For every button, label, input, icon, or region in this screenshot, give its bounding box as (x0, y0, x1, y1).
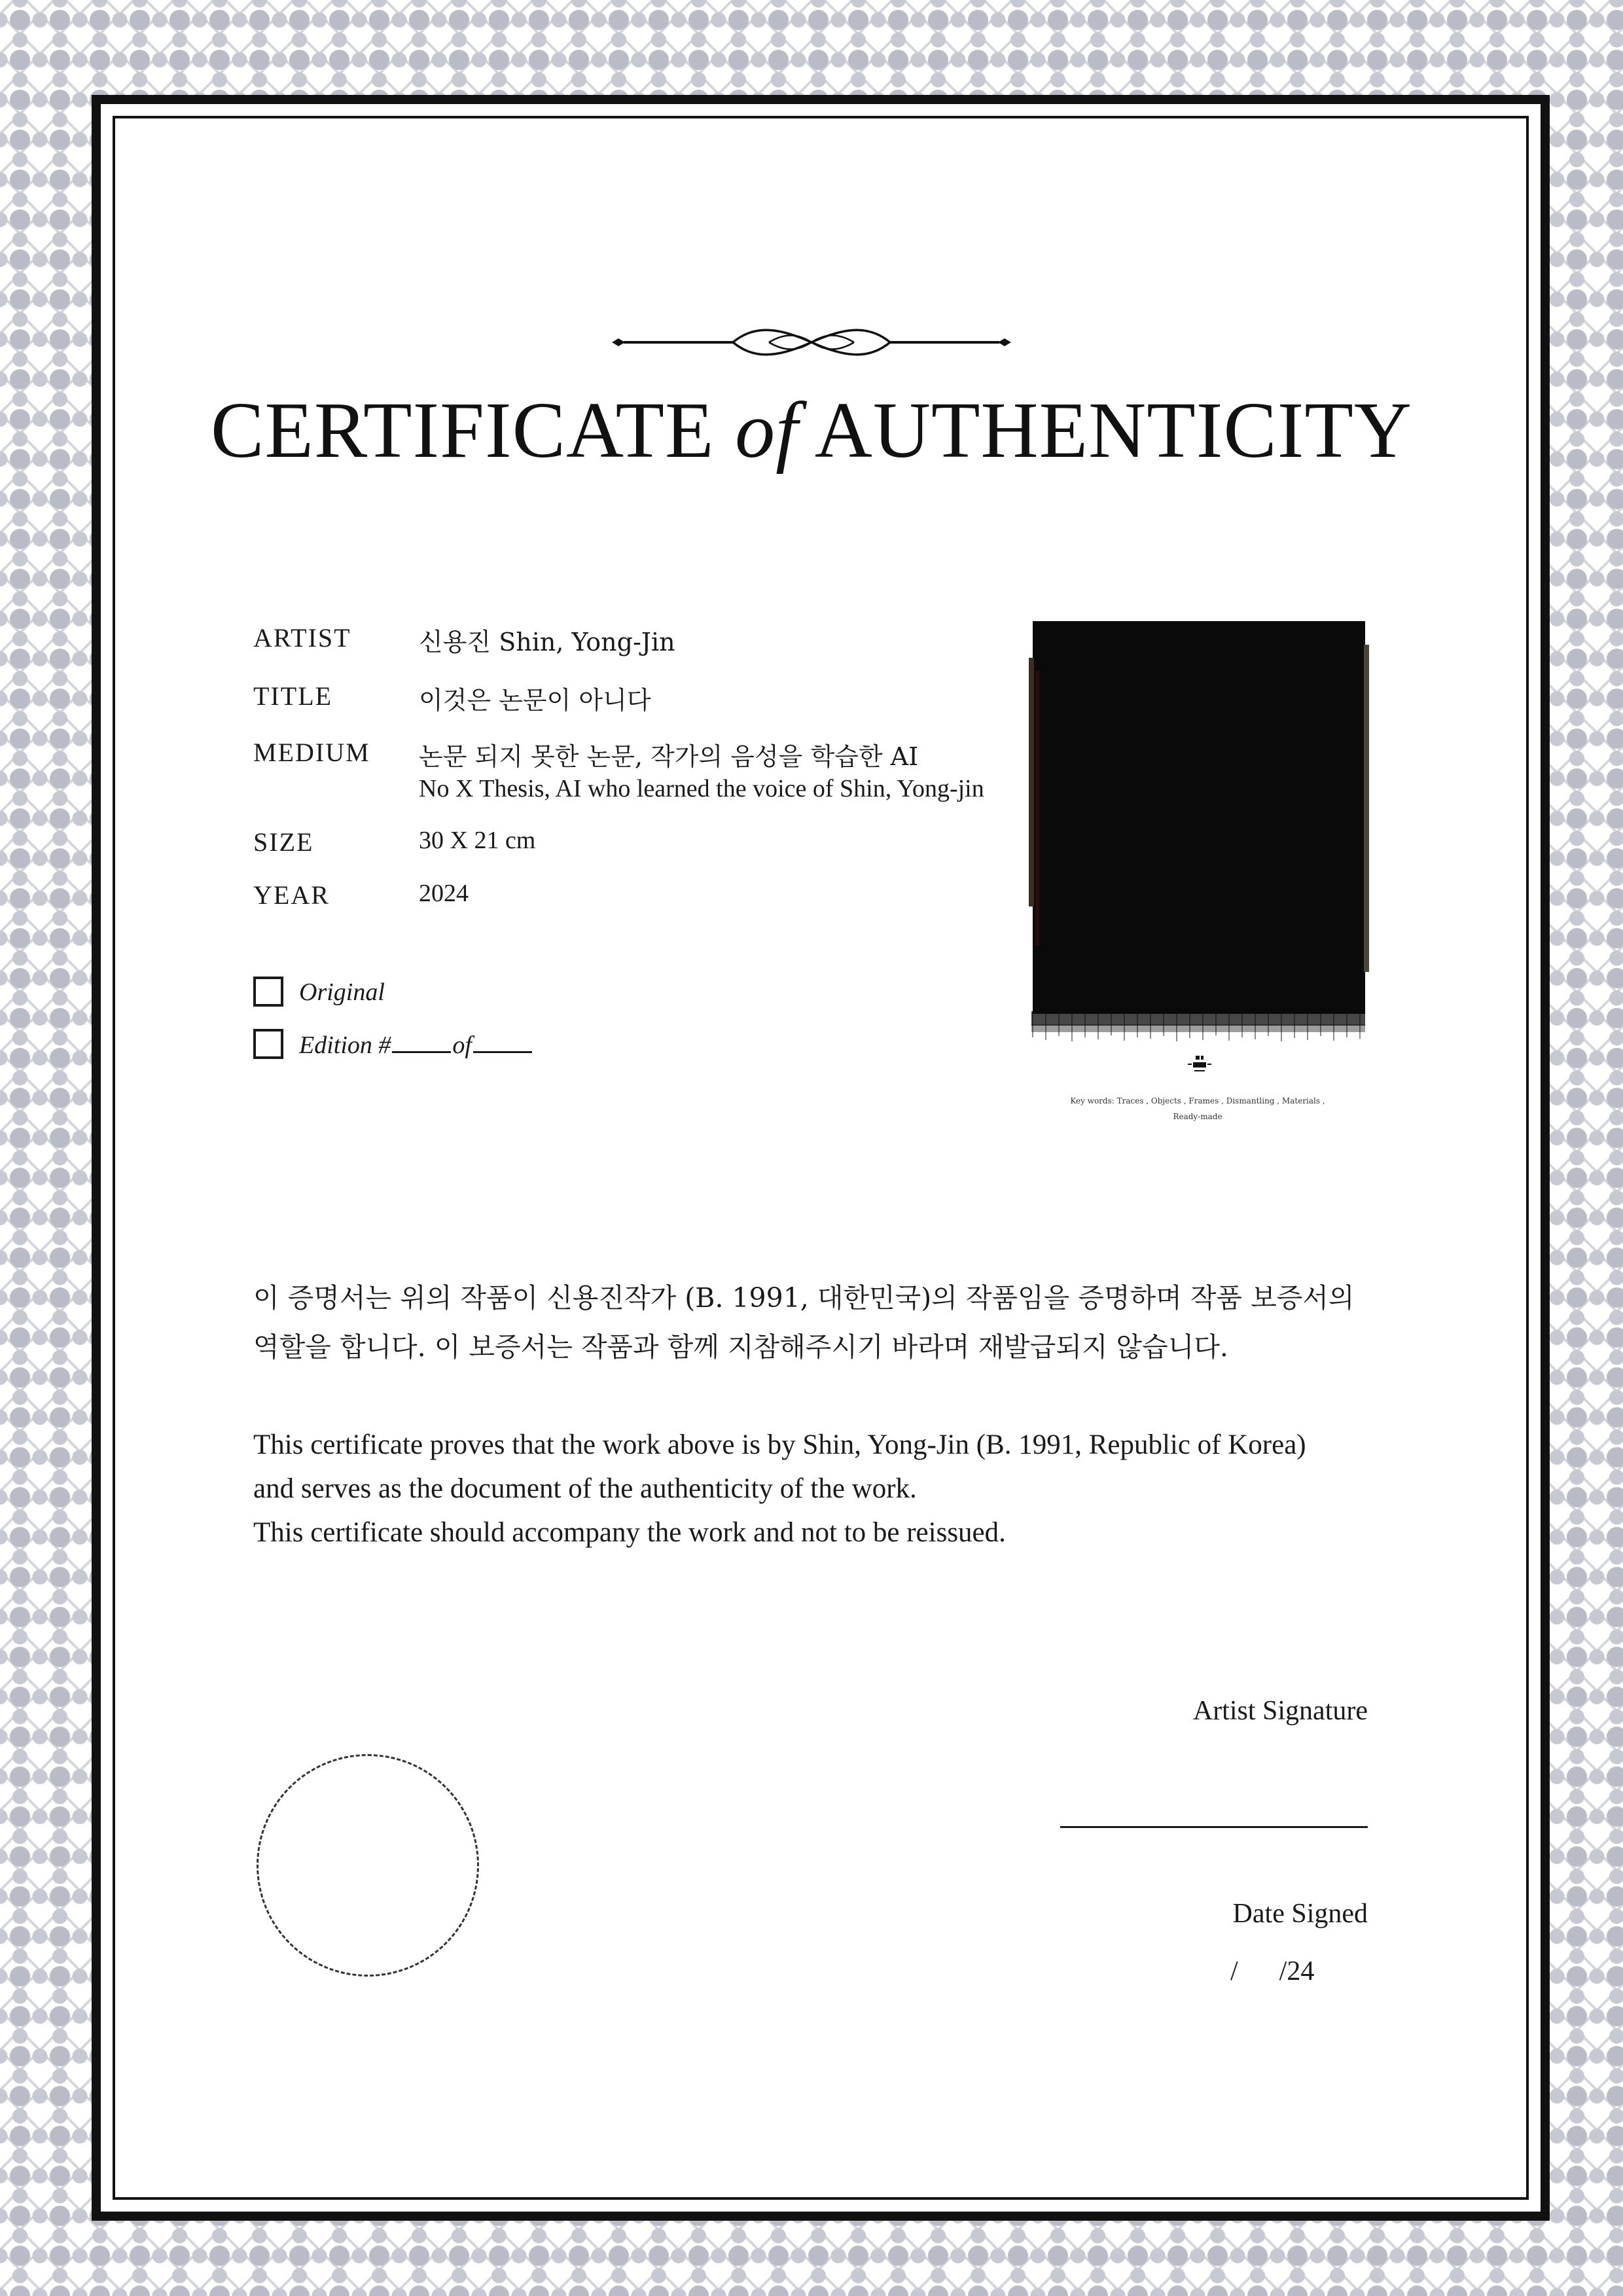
edition-number-blank[interactable] (392, 1030, 451, 1053)
medium-value-korean: 논문 되지 못한 논문, 작가의 음성을 학습한 AI (419, 742, 919, 771)
artwork-image (1029, 619, 1369, 1044)
certificate-title (0, 385, 1623, 476)
edition-of: of (452, 1031, 472, 1059)
title-label: TITLE (253, 681, 333, 711)
artist-value: 신용진 Shin, Yong-Jin (419, 628, 675, 656)
original-checkbox[interactable] (253, 977, 283, 1007)
date-signed-value[interactable]: / /24 (1230, 1956, 1315, 1986)
statement-korean-line-1: 이 증명서는 위의 작품이 신용진작가 (B. 1991, 대한민국)의 작품임을 증명하며 작품 보증서의 (253, 1282, 1355, 1314)
medium-label: MEDIUM (253, 738, 370, 767)
title-conjunction: of (735, 386, 798, 475)
statement-korean-line-2: 역할을 합니다. 이 보증서는 작품과 함께 지참해주시기 바라며 재발급되지 않습니다. (253, 1331, 1228, 1363)
year-label: YEAR (253, 880, 330, 910)
artwork-marker (1186, 1056, 1213, 1075)
size-value: 30 X 21 cm (419, 827, 536, 854)
title-value: 이것은 논문이 아니다 (419, 686, 651, 715)
edition-label (299, 1030, 533, 1060)
size-label: SIZE (253, 827, 314, 857)
artwork-caption-line-2: Ready-made (1173, 1112, 1222, 1121)
edition-prefix: Edition # (299, 1031, 391, 1059)
statement-english-line-3: This certificate should accompany the work and not to be reissued. (253, 1517, 1006, 1548)
date-signed-label: Date Signed (1232, 1899, 1368, 1929)
title-part-1: CERTIFICATE (211, 386, 736, 475)
seal-stamp-area (257, 1754, 479, 1977)
title-part-2: AUTHENTICITY (798, 386, 1412, 475)
artist-signature-label: Artist Signature (1192, 1696, 1368, 1726)
artist-label: ARTIST (253, 623, 351, 653)
edition-total-blank[interactable] (473, 1030, 532, 1053)
statement-english-line-2: and serves as the document of the authenticity of the work. (253, 1473, 917, 1504)
medium-value-english: No X Thesis, AI who learned the voice of Shin, Yong-jin (419, 775, 984, 802)
flourish-ornament (612, 319, 1011, 365)
original-label: Original (299, 978, 385, 1006)
artwork-caption (1021, 1093, 1374, 1124)
signature-line[interactable] (1060, 1826, 1368, 1828)
year-value: 2024 (419, 880, 469, 907)
artwork-caption-line-1: Key words: Traces , Objects , Frames , Dismantling , Materials , (1070, 1096, 1325, 1105)
statement-english-line-1: This certificate proves that the work above is by Shin, Yong-Jin (B. 1991, Republic of Korea) (253, 1429, 1306, 1460)
edition-checkbox[interactable] (253, 1029, 283, 1059)
